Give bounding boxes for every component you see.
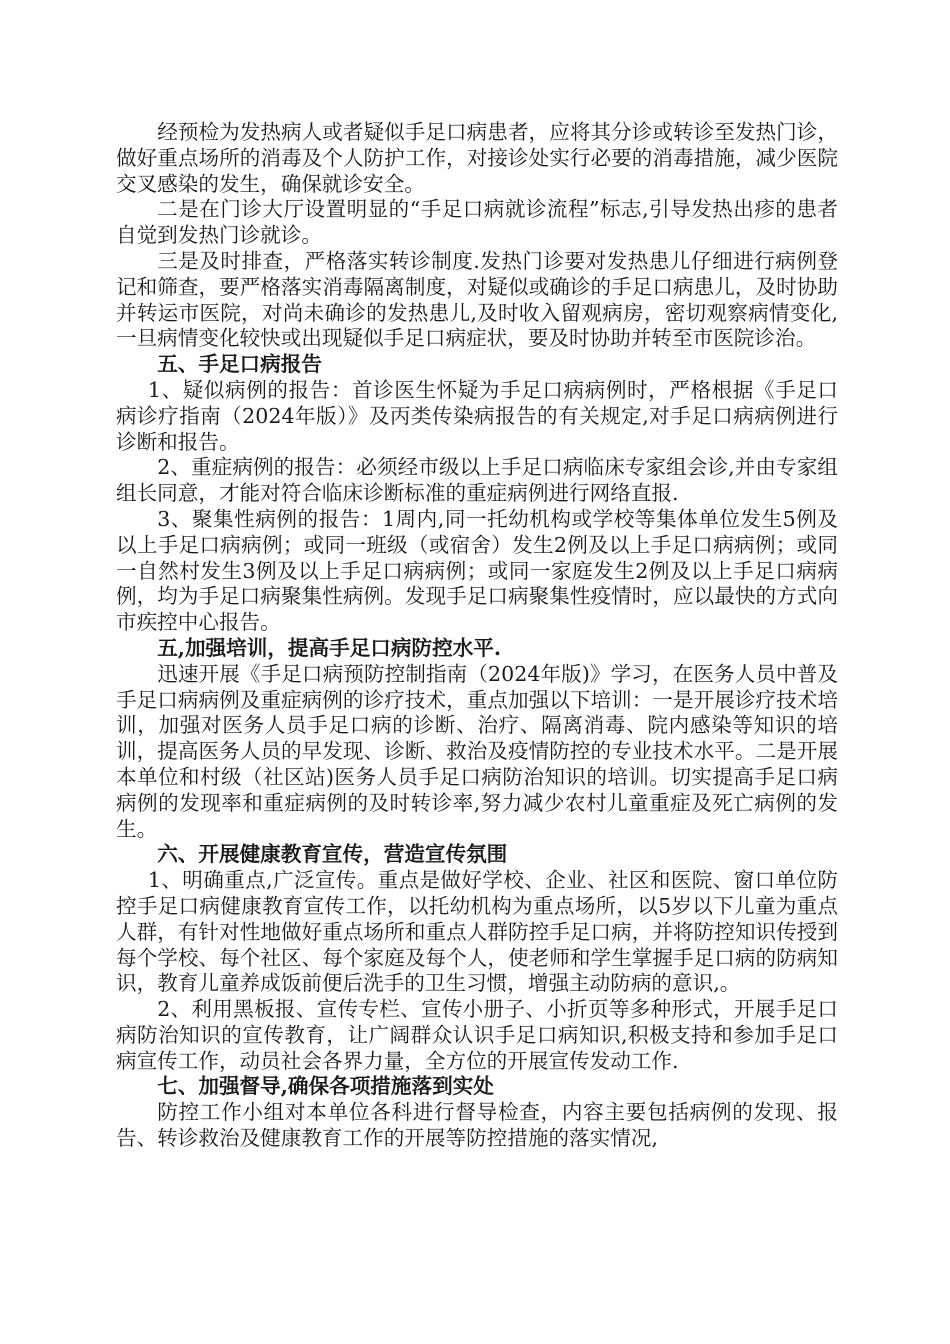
paragraph-publicity-forms: 2、利用黑板报、宣传专栏、宣传小册子、小折页等多种形式，开展手足口病防治知识的宣传教育，让广阔群众认识手足口病知识,积极支持和参加手足口病宣传工作，动员社会各界力量，全方位的开展宣传发动工作.	[116, 997, 838, 1073]
paragraph-supervision: 防控工作小组对本单位各科进行督导检查，内容主要包括病例的发现、报告、转诊救治及健康教育工作的开展等防控措施的落实情况,	[116, 1100, 838, 1151]
paragraph-key-publicity: 1、明确重点,广泛宣传。重点是做好学校、企业、社区和医院、窗口单位防控手足口病健康教育宣传工作，以托幼机构为重点场所，以5岁以下儿童为重点人群，有针对性地做好重点场所和重点人群防控手足口病，并将防控知识传授到每个学校、每个社区、每个家庭及每个人，使老师和学生掌握手足口病的防病知识，教育儿童养成饭前便后洗手的卫生习惯，增强主动防病的意识,。	[116, 868, 838, 996]
section-heading-training: 五,加强培训，提高手足口病防控水平.	[157, 635, 502, 660]
section-heading-health-education: 六、开展健康教育宣传，营造宣传氛围	[157, 842, 508, 867]
paragraph-clinic-signage: 二是在门诊大厅设置明显的“手足口病就诊流程”标志,引导发热出疹的患者自觉到发热门诊就诊。	[116, 197, 838, 248]
paragraph-triage: 经预检为发热病人或者疑似手足口病患者，应将其分诊或转诊至发热门诊，做好重点场所的消毒及个人防护工作，对接诊处实行必要的消毒措施，减少医院交叉感染的发生，确保就诊安全。	[116, 120, 838, 196]
paragraph-severe-case-report: 2、重症病例的报告：必须经市级以上手足口病临床专家组会诊,并由专家组组长同意，才能对符合临床诊断标准的重症病例进行网络直报.	[116, 455, 838, 506]
paragraph-suspected-case-report: 1、疑似病例的报告：首诊医生怀疑为手足口病病例时，严格根据《手足口病诊疗指南（2024年版）》及丙类传染病报告的有关规定,对手足口病病例进行诊断和报告。	[116, 377, 838, 454]
paragraph-training: 迅速开展《手足口病预防控制指南（2024年版)》学习，在医务人员中普及手足口病病例及重症病例的诊疗技术，重点加强以下培训：一是开展诊疗技术培训，加强对医务人员手足口病的诊断、治疗、隔离消毒、院内感染等知识的培训，提高医务人员的早发现、诊断、救治及疫情防控的专业技术水平。二是开展本单位和村级（社区站)医务人员手足口病防治知识的培训。切实提高手足口病病例的发现率和重症病例的及时转诊率,努力减少农村儿童重症及死亡病例的发生。	[116, 661, 838, 841]
section-heading-supervision: 七、加强督导,确保各项措施落到实处	[157, 1074, 494, 1099]
paragraph-screening: 三是及时排查，严格落实转诊制度.发热门诊要对发热患儿仔细进行病例登记和筛查，要严格落实消毒隔离制度，对疑似或确诊的手足口病患儿，及时协助并转运市医院，对尚未确诊的发热患儿,及时收入留观病房，密切观察病情变化,一旦病情变化较快或出现疑似手足口病症状，要及时协助并转至市医院诊治。	[116, 248, 838, 351]
document-page	[116, 120, 838, 1152]
section-heading-report: 五、手足口病报告	[157, 352, 322, 377]
paragraph-cluster-case-report: 3、聚集性病例的报告：1周内,同一托幼机构或学校等集体单位发生5例及以上手足口病病例；或同一班级（或宿舍）发生2例及以上手足口病病例；或同一自然村发生3例及以上手足口病病例；或同一家庭发生2例及以上手足口病病例，均为手足口病聚集性病例。发现手足口病聚集性疫情时，应以最快的方式向市疾控中心报告。	[116, 506, 838, 635]
